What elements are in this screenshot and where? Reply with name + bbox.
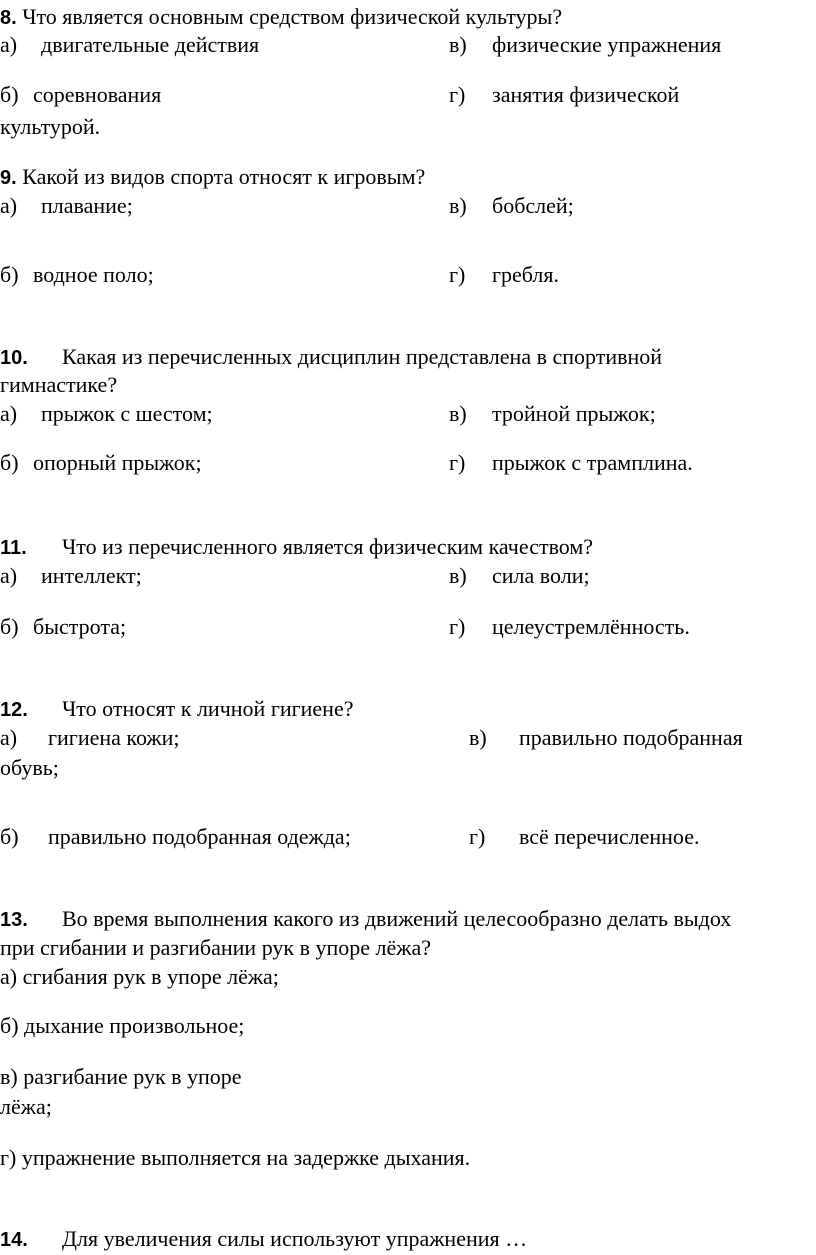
option-v: физические упражнения [492, 32, 722, 57]
option-marker: г) [449, 82, 466, 107]
question-12-number [0, 696, 28, 723]
option-marker: в) [469, 725, 487, 750]
option-v: тройной прыжок; [492, 401, 656, 426]
option-marker: в) [449, 32, 467, 57]
question-13-text: Во время выполнения какого из движений целесообразно делать выдох [62, 906, 732, 931]
option-b: соревнования [33, 82, 162, 107]
question-8 [0, 4, 562, 31]
option-marker: г) [449, 262, 466, 287]
option-b: правильно подобранная одежда; [48, 824, 351, 849]
question-text: Какой из видов спорта относят к игровым? [16, 164, 426, 189]
option-g: всё перечисленное. [519, 824, 700, 849]
question-number: 11. [0, 537, 27, 559]
option-a: а) сгибания рук в упоре лёжа; [0, 964, 279, 989]
question-10-number [0, 344, 28, 371]
option-g-continued: культурой. [0, 114, 101, 139]
option-marker: г) [449, 450, 466, 475]
option-b: быстрота; [33, 614, 127, 639]
option-v: бобслей; [492, 193, 574, 218]
question-10-text: Какая из перечисленных дисциплин представлена в спортивной [62, 344, 663, 369]
question-11-number [0, 534, 27, 561]
option-a: интеллект; [41, 563, 142, 588]
option-g: целеустремлённость. [492, 614, 690, 639]
option-marker: б) [0, 450, 19, 475]
question-14-number [0, 1226, 28, 1253]
option-marker: а) [0, 193, 18, 218]
question-text: Что является основным средством физической культуры? [16, 4, 563, 29]
option-a: двигательные действия [41, 32, 260, 57]
question-13-number [0, 906, 28, 933]
question-13-text-continued: при сгибании и разгибании рук в упоре лёжа? [0, 935, 431, 960]
option-v: в) разгибание рук в упоре [0, 1064, 242, 1089]
option-a: гигиена кожи; [48, 725, 180, 750]
option-a: прыжок с шестом; [41, 401, 213, 426]
option-marker: б) [0, 262, 19, 287]
option-marker: б) [0, 824, 19, 849]
question-number: 14. [0, 1229, 28, 1251]
option-marker: а) [0, 401, 18, 426]
question-number: 8. [0, 7, 17, 29]
option-g: прыжок с трамплина. [492, 450, 693, 475]
option-marker: г) [449, 614, 466, 639]
question-number: 12. [0, 699, 28, 721]
option-v-continued: лёжа; [0, 1094, 52, 1119]
option-marker: б) [0, 82, 19, 107]
question-number: 10. [0, 347, 28, 369]
option-marker: в) [449, 193, 467, 218]
option-marker: а) [0, 563, 18, 588]
option-v: правильно подобранная [519, 725, 743, 750]
option-b: б) дыхание произвольное; [0, 1013, 245, 1038]
option-v-continued: обувь; [0, 755, 59, 780]
question-12-text: Что относят к личной гигиене? [62, 696, 354, 721]
option-marker: б) [0, 614, 19, 639]
option-marker: г) [469, 824, 486, 849]
question-10-text-continued: гимнастике? [0, 372, 118, 397]
option-marker: в) [449, 401, 467, 426]
option-marker: а) [0, 32, 18, 57]
question-9 [0, 164, 425, 191]
question-11-text: Что из перечисленного является физическим качеством? [62, 534, 594, 559]
option-b: опорный прыжок; [33, 450, 202, 475]
question-number: 9. [0, 167, 17, 189]
option-g: г) упражнение выполняется на задержке дыхания. [0, 1145, 471, 1170]
option-g: гребля. [492, 262, 560, 287]
question-number: 13. [0, 909, 28, 931]
option-b: водное поло; [33, 262, 154, 287]
question-14-text: Для увеличения силы используют упражнения … [62, 1226, 528, 1251]
option-g: занятия физической [492, 82, 680, 107]
option-a: плавание; [41, 193, 133, 218]
option-v: сила воли; [492, 563, 590, 588]
option-marker: в) [449, 563, 467, 588]
option-marker: а) [0, 725, 18, 750]
